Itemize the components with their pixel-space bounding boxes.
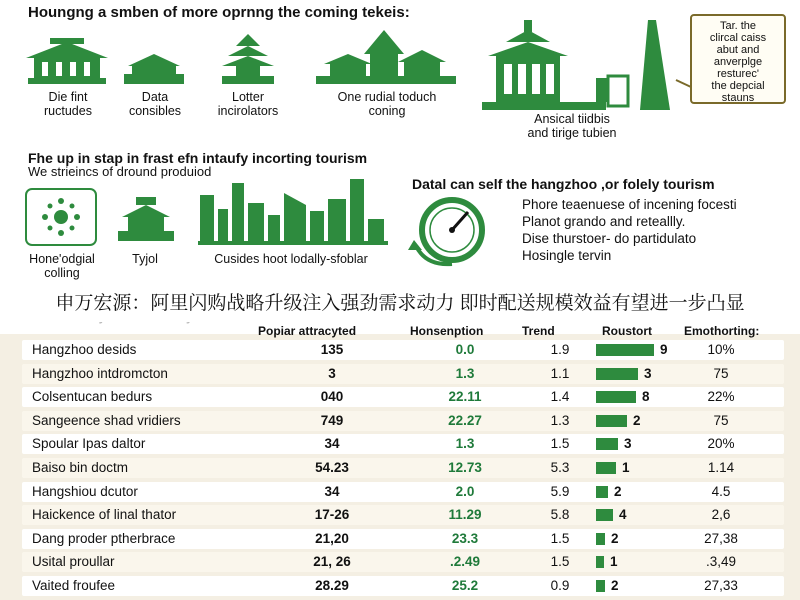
top-icon-label-2: Data consibles: [128, 90, 182, 118]
row-popular-value: 040: [320, 389, 344, 405]
row-popular-value: 34: [324, 483, 340, 499]
row-trend-value: 1.9: [550, 342, 570, 357]
row-consumption-value: 22.27: [448, 412, 482, 428]
bullet-item: Hosingle tervin: [522, 248, 612, 263]
row-trend-value: 1.5: [550, 436, 570, 452]
row-emotional-value: 1.14: [707, 460, 735, 475]
section2-label-3: Cusides hoot lodally-sfoblar: [214, 252, 368, 266]
row-popular-value: 749: [320, 412, 344, 428]
row-rank-value: 2: [614, 483, 622, 499]
row-emotional-value: 2,6: [711, 507, 731, 523]
row-rank-value: 3: [644, 365, 652, 381]
row-name: Hangshiou dcutor: [32, 483, 138, 499]
row-name: Haickence of linal thator: [32, 507, 177, 523]
row-consumption-value: 22.11: [448, 389, 482, 405]
row-consumption-value: 25.2: [451, 578, 479, 593]
row-emotional-value: 22%: [707, 389, 735, 405]
row-trend-value: 1.1: [550, 365, 570, 381]
row-consumption-value: 1.3: [455, 436, 475, 452]
row-rank-value: 8: [642, 389, 650, 405]
top-icon-label-5: Ansical tiidbis and tirige tubien: [527, 112, 617, 140]
tower-icon: [482, 20, 670, 110]
page-title: Houngng a smben of more oprnng the coming tekeis:: [28, 4, 410, 21]
row-consumption-value: 23.3: [451, 530, 479, 546]
row-popular-value: 3: [328, 365, 336, 381]
row-name: Spoular Ipas daltor: [32, 436, 146, 452]
row-name: Hangzhoo intdromcton: [32, 365, 168, 381]
column-header-consumption: Honsenption: [410, 324, 484, 338]
bullet-item: Dise thurstoer- do partidulato: [522, 231, 697, 246]
section2-label-1: Hone'odgial colling: [29, 252, 95, 280]
row-emotional-value: 10%: [707, 342, 735, 357]
row-emotional-value: 75: [713, 365, 729, 381]
column-header-popular: Popiar attracyted: [258, 324, 357, 338]
column-header-trend: Trend: [522, 324, 555, 338]
row-emotional-value: 4.5: [711, 483, 731, 499]
row-emotional-value: 75: [713, 412, 729, 428]
bullet-item: Planot grando and reteallly.: [522, 214, 686, 229]
section2-subtitle: We strieincs of dround produiod: [28, 164, 212, 179]
row-consumption-value: 1.3: [455, 365, 475, 381]
row-name: Sangeence shad vridiers: [32, 412, 181, 428]
row-rank-value: 2: [611, 530, 619, 546]
row-popular-value: 54.23: [315, 460, 349, 475]
gauge-icon: [404, 190, 504, 270]
callout-box: Tar. the clircal caiss abut and anverplge resturec' the depcial stauns: [690, 14, 786, 104]
section3-title: Datal can self the hangzhoo ,or folely tourism: [412, 176, 715, 192]
row-trend-value: 1.4: [550, 389, 570, 405]
row-popular-value: 17-26: [314, 507, 350, 523]
table-background: [0, 334, 800, 600]
row-trend-value: 1.5: [550, 530, 570, 546]
section3-bullets: [522, 196, 737, 264]
row-emotional-value: 27,38: [704, 530, 738, 546]
row-rank-value: 3: [624, 436, 632, 452]
row-rank-value: 4: [619, 507, 627, 523]
row-rank-value: 9: [660, 342, 668, 357]
row-consumption-value: .2.49: [449, 554, 481, 570]
row-name: Vaited froufee: [32, 578, 116, 593]
row-trend-value: 0.9: [550, 578, 570, 593]
pavilion-icon: [26, 38, 108, 84]
top-icon-label-4: One rudial toduch coning: [337, 90, 437, 118]
section2-label-2: Tyjol: [132, 252, 158, 266]
row-consumption-value: 11.29: [448, 507, 482, 523]
bullet-item: Phore teaenuese of incening focesti: [522, 197, 737, 212]
row-name: Usital proullar: [32, 554, 115, 570]
row-rank-value: 2: [611, 578, 619, 593]
section2-illustrations: [0, 175, 400, 255]
row-trend-value: 1.3: [550, 412, 570, 428]
row-popular-value: 21,20: [315, 530, 349, 546]
row-emotional-value: 20%: [707, 436, 735, 452]
row-popular-value: 28.29: [315, 578, 349, 593]
row-popular-value: 135: [320, 342, 344, 357]
column-header-rank: Roustort: [602, 324, 652, 338]
row-name: Dang proder ptherbrace: [32, 530, 176, 546]
row-rank-value: 2: [633, 412, 641, 428]
row-consumption-value: 2.0: [455, 483, 475, 499]
row-trend-value: 5.8: [550, 507, 570, 523]
row-emotional-value: .3,49: [705, 554, 737, 570]
top-icon-label-1: Die fint ructudes: [44, 90, 92, 118]
column-header-emotional: Emothorting:: [684, 324, 760, 338]
section2-title: Fhe up in stap in frast efn intaufy incorting tourism: [28, 150, 368, 166]
hall-icon: [124, 54, 184, 84]
row-consumption-value: 0.0: [455, 342, 475, 357]
row-rank-value: 1: [610, 554, 618, 570]
row-popular-value: 21, 26: [313, 554, 351, 570]
row-trend-value: 1.5: [550, 554, 570, 570]
row-popular-value: 34: [324, 436, 340, 452]
row-trend-value: 5.9: [550, 483, 570, 499]
row-emotional-value: 27,33: [704, 578, 738, 593]
row-name: Baiso bin doctm: [32, 460, 129, 475]
pagoda-icon: [222, 34, 274, 84]
top-icon-label-3: Lotter incirolators: [217, 90, 279, 118]
news-banner: 申万宏源：阿里闪购战略升级注入强劲需求动力 即时配送规模效益有望进一步凸显: [0, 286, 800, 322]
row-trend-value: 5.3: [550, 460, 570, 475]
row-consumption-value: 12.73: [448, 460, 482, 475]
network-icon: [26, 189, 96, 245]
skyline-icon: [198, 179, 388, 245]
row-name: Colsentucan bedurs: [32, 389, 153, 405]
row-rank-value: 1: [622, 460, 630, 475]
temple-icon: [118, 197, 174, 241]
row-name: Hangzhoo desids: [32, 342, 137, 357]
temple-icon: [316, 30, 456, 84]
